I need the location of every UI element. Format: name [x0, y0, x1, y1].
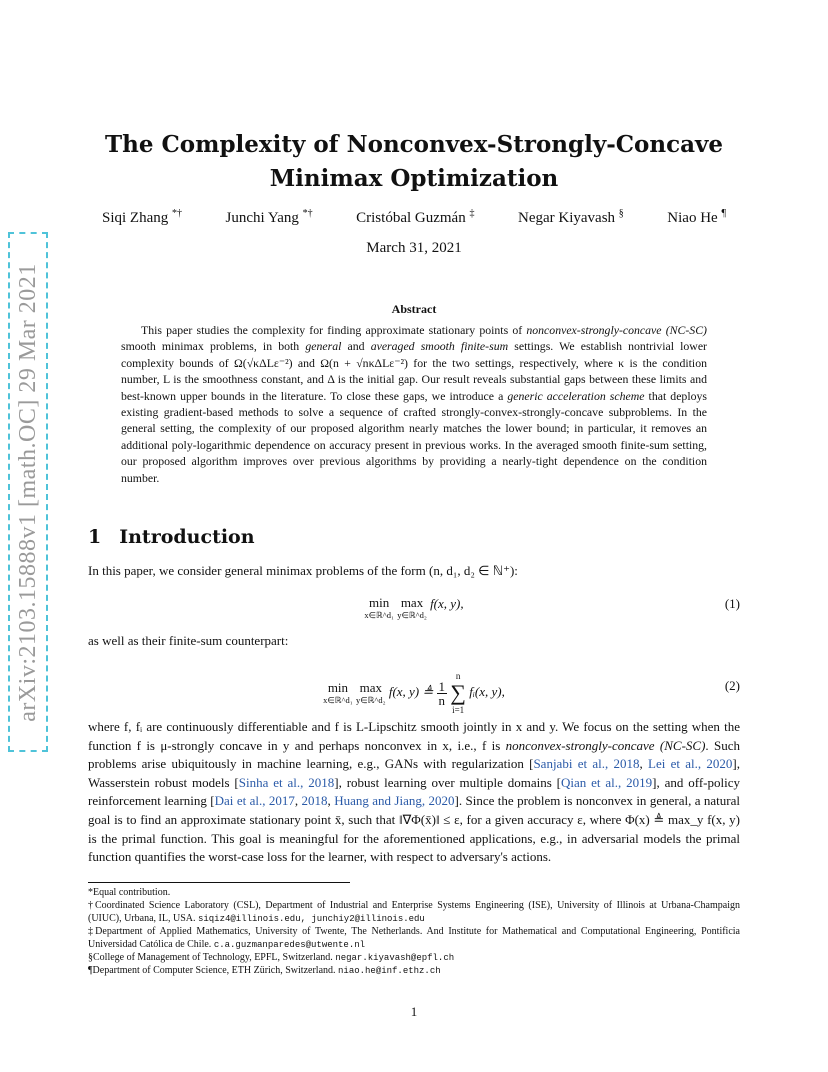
citation-link[interactable]: 2018	[301, 793, 328, 809]
footnote: ‡Department of Applied Mathematics, University of Twente, The Netherlands. And Institute for Mathematical and Computational Engineering, Pontificia Universidad Católica de Chile. c.a.guzmanparedes@utwente.nl	[88, 926, 740, 950]
citation-link[interactable]: Dai et al., 2017	[214, 793, 295, 809]
equation-1: min x∈ℝ^d₁ max y∈ℝ^d₂ f(x, y), (1)	[364, 595, 740, 620]
author: Siqi Zhang *†	[102, 208, 182, 226]
intro-paragraph-3: where f, fᵢ are continuously differentiable and f is L-Lipschitz smooth jointly in x and y. We focus on the setting when the function f is μ-strongly concave in y and perhaps nonconvex in x, i.e., f is nonconvex-strongly-concave (NC-SC). Such problems arise ubiquitously in machine learning, e.g., GANs with regularization [Sanjabi et al., 2018, Lei et al., 2020], Wasserstein robust models [Sinha et al., 2018], robust learning over multiple domains [Qian et al., 2019], and off-policy reinforcement learning [Dai et al., 2017, 2018, Huang and Jiang, 2020]. Since the problem is nonconvex in general, a natural goal is to find an approximate stationary point x̄, such that ‖∇Φ(x̄)‖ ≤ ε, for a given accuracy ε, where Φ(x) ≜ max_y f(x, y) is the primal function. This goal is meaningful for the aforementioned applications, e.g., in adversarial models the primal function quantifies the worst-case loss for the learner, with respect to adversary's actions.	[88, 719, 741, 865]
paper-title	[88, 128, 740, 196]
page-number: 1	[410, 1004, 418, 1019]
intro-paragraph-1: In this paper, we consider general minimax problems of the form (n, d₁, d₂ ∈ ℕ⁺):	[88, 563, 518, 578]
section-number: 1	[88, 526, 102, 548]
author: Negar Kiyavash §	[517, 208, 624, 226]
author: Junchi Yang *†	[225, 208, 313, 226]
paper-date: March 31, 2021	[366, 240, 462, 256]
footnote: ¶Department of Computer Science, ETH Zürich, Switzerland. niao.he@inf.ethz.ch	[88, 965, 441, 976]
arxiv-stamp	[8, 232, 48, 752]
citation-link[interactable]: Qian et al., 2019	[560, 774, 653, 790]
author: Niao He ¶	[667, 208, 726, 226]
footnote: *Equal contribution.	[88, 887, 171, 898]
section-heading	[88, 526, 255, 548]
equation-number: (2)	[724, 678, 740, 693]
footnote-rule	[88, 882, 350, 883]
equation-number: (1)	[724, 596, 740, 611]
citation-link[interactable]: Huang and Jiang, 2020	[334, 793, 455, 809]
email-address: niao.he@inf.ethz.ch	[338, 966, 441, 976]
citation-link[interactable]: Sinha et al., 2018	[238, 774, 335, 790]
email-address: negar.kiyavash@epfl.ch	[335, 953, 455, 963]
footnote: §College of Management of Technology, EPFL, Switzerland. negar.kiyavash@epfl.ch	[88, 952, 455, 963]
citation-link[interactable]: Sanjabi et al., 2018	[533, 756, 640, 772]
email-address: c.a.guzmanparedes@utwente.nl	[213, 940, 366, 950]
arxiv-identifier: arXiv:2103.15888v1 [math.OC] 29 Mar 2021	[14, 262, 41, 722]
author-list	[88, 208, 740, 227]
abstract-body: This paper studies the complexity for finding approximate stationary points of nonconvex-strongly-concave (NC-SC) smooth minimax problems, in both general and averaged smooth finite-sum settings. We establish nontrivial lower complexity bounds of Ω(√κΔLε⁻²) and Ω(n + √nκΔLε⁻²) for the two settings, respectively, where κ is the condition number, L is the smoothness constant, and Δ is the initial gap. Our result reveals substantial gaps between these limits and best-known upper bounds in the literature. To close these gaps, we introduce a generic acceleration scheme that deploys existing gradient-based methods to solve a sequence of crafted strongly-convex-strongly-concave subproblems. In the general setting, the complexity of our proposed algorithm nearly matches the lower bound; in particular, it removes an additional poly-logarithmic dependence on accuracy present in previous works. In the averaged smooth finite-sum setting, our proposed algorithm improves over previous algorithms by providing a nearly-tight dependence on the condition number.	[121, 323, 707, 485]
email-address: siqiz4@illinois.edu, junchiy2@illinois.edu	[197, 914, 425, 924]
author: Cristóbal Guzmán ‡	[356, 208, 475, 226]
abstract-heading: Abstract	[391, 302, 437, 316]
footnote: †Coordinated Science Laboratory (CSL), Department of Industrial and Enterprise Systems Engineering (ISE), University of Illinois at Urbana-Champaign (UIUC), Urbana, IL, USA. siqiz4@illinois.edu, junchiy2@illinois.edu	[88, 900, 740, 924]
title-line-1: The Complexity of Nonconvex-Strongly-Concave	[104, 131, 724, 158]
title-line-2: Minimax Optimization	[269, 165, 559, 192]
intro-paragraph-2: as well as their finite-sum counterpart:	[88, 633, 289, 648]
equation-2: min x∈ℝ^d₁ max y∈ℝ^d₂ f(x, y) ≜ $\frac{1}{n}$ n ∑ i=1 fᵢ(x, y), (2)	[323, 671, 740, 715]
section-title: Introduction	[119, 526, 255, 548]
citation-link[interactable]: Lei et al., 2020	[648, 756, 733, 772]
